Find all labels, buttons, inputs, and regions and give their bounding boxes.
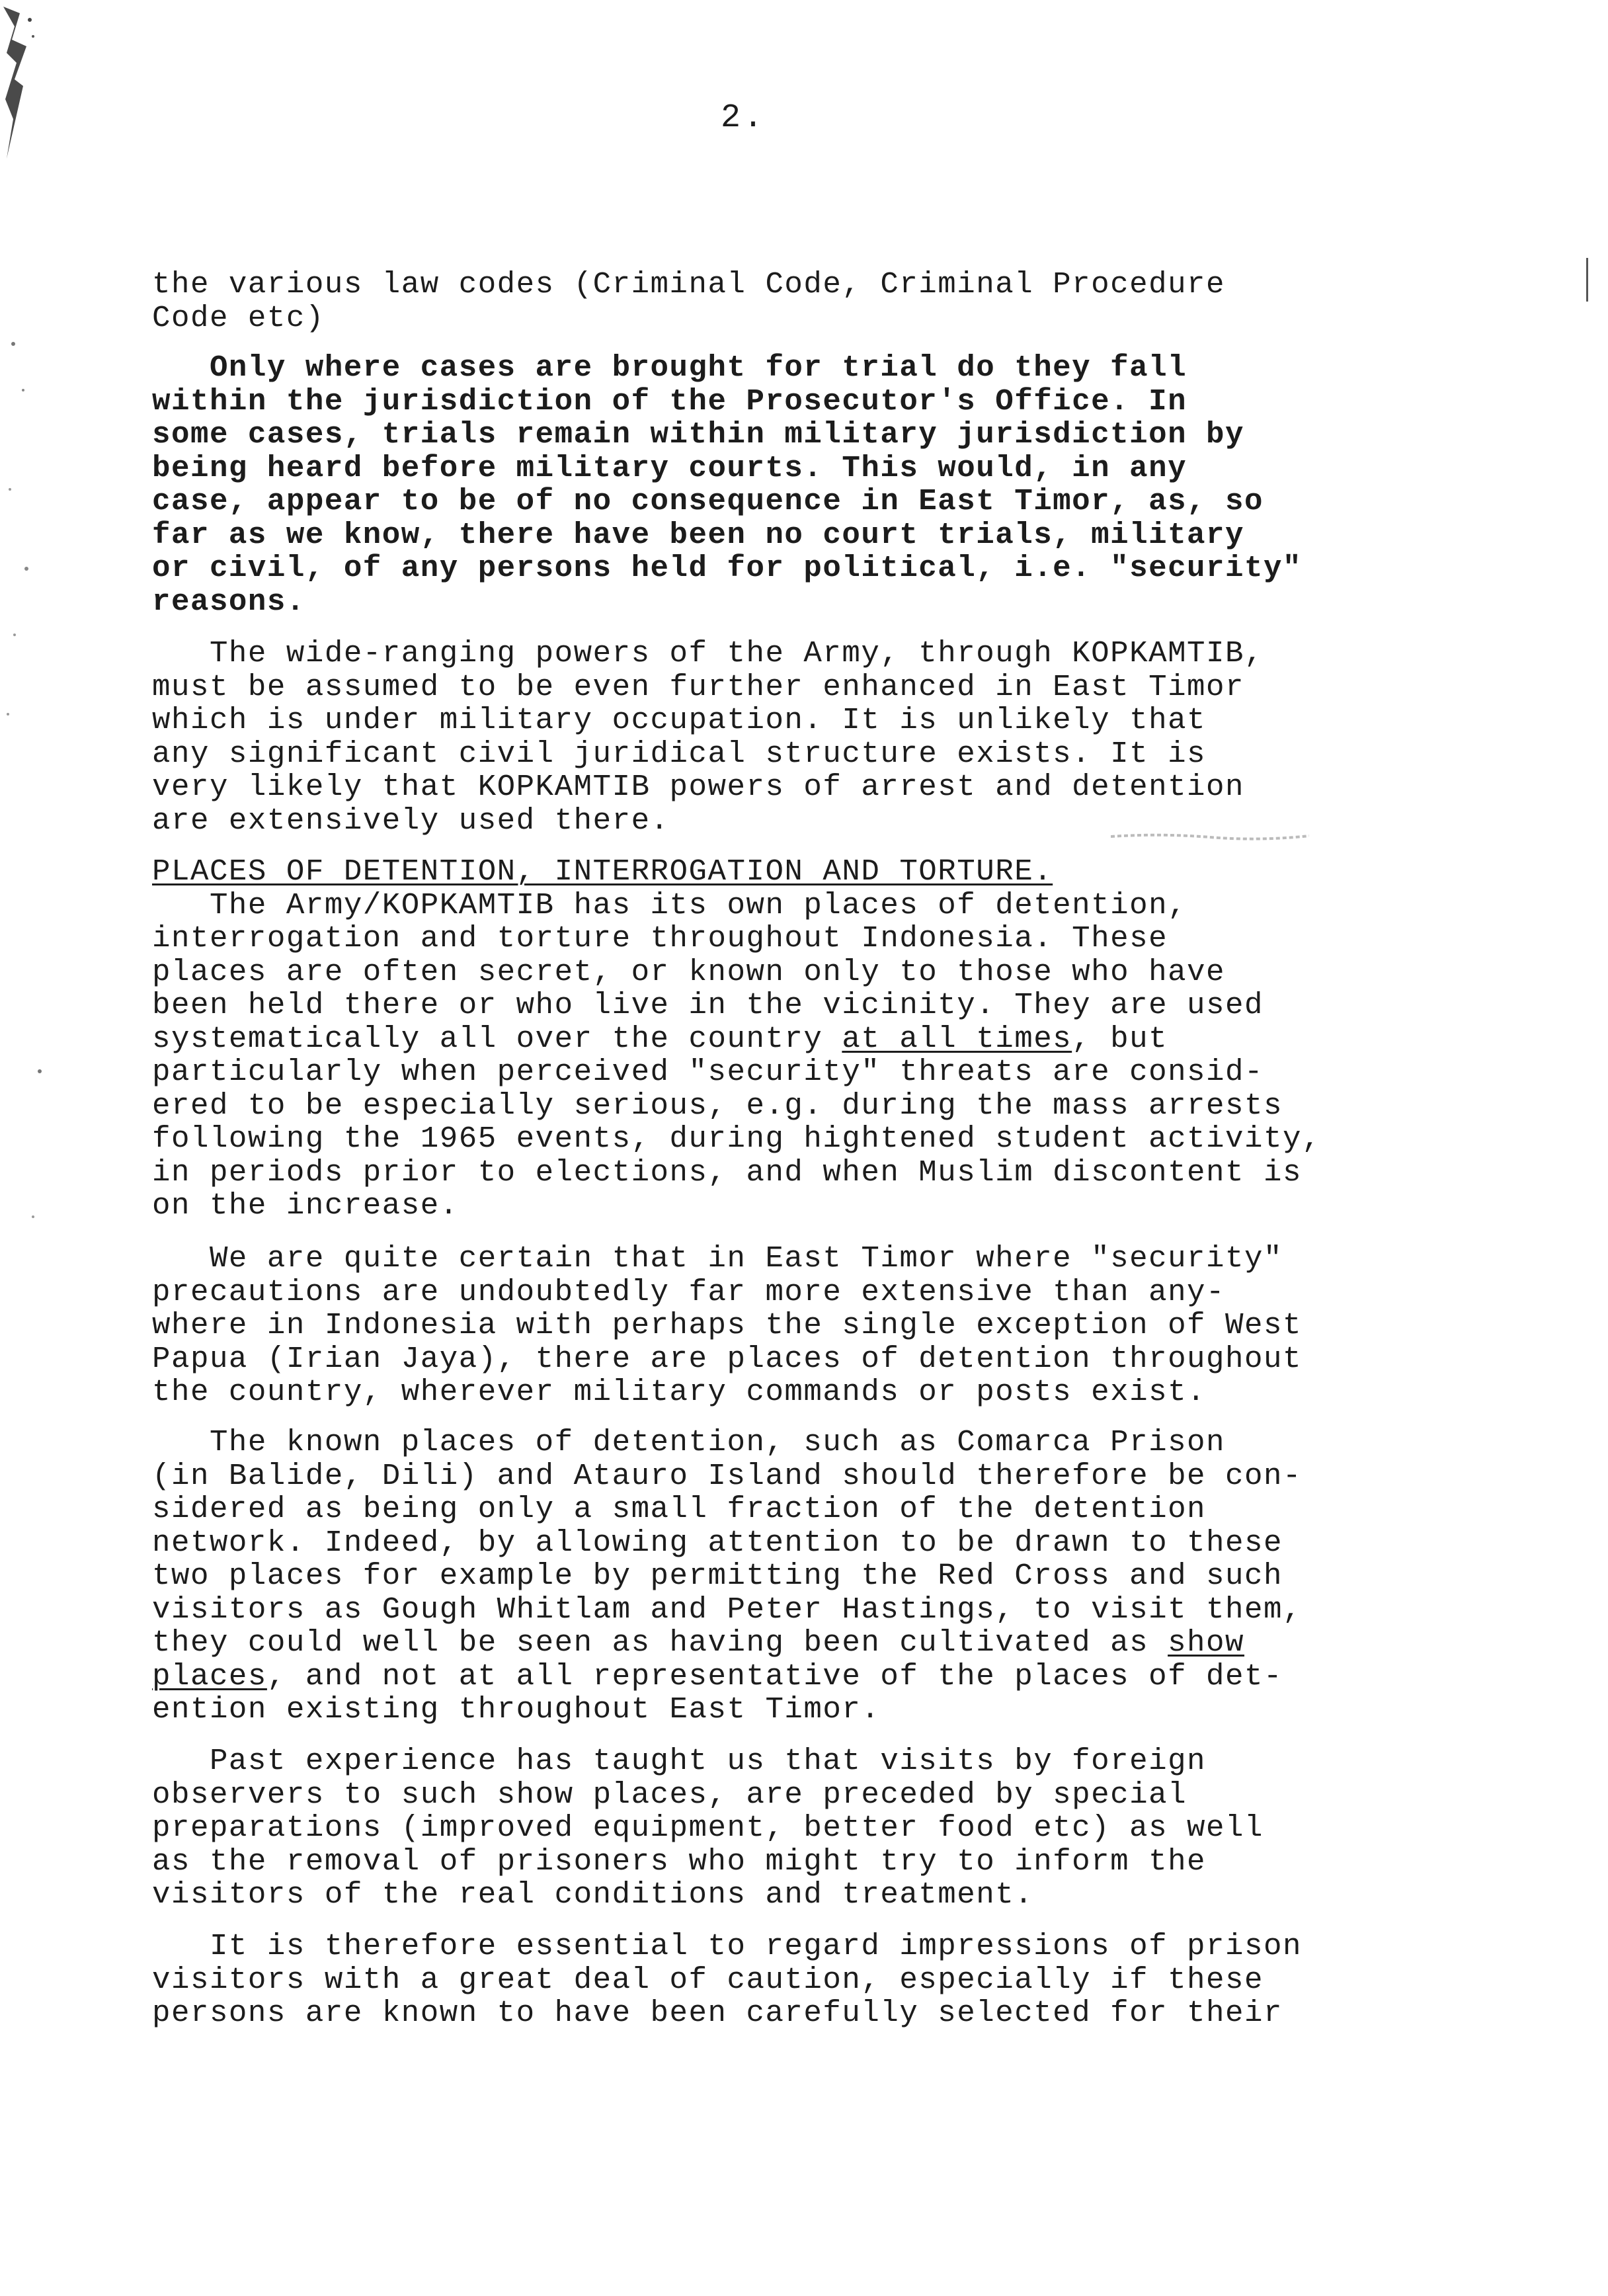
text-line: ention existing throughout East Timor. <box>152 1692 881 1727</box>
text-line: persons are known to have been carefully selected for their <box>152 1996 1283 2030</box>
paragraph-army-powers <box>152 637 1448 837</box>
text-line: places are often secret, or known only to those who have <box>152 954 1226 989</box>
underlined-phrase: at all times <box>842 1021 1072 1056</box>
paragraph-prosecutor-jurisdiction <box>152 351 1448 618</box>
text-line: network. Indeed, by allowing attention to be drawn to these <box>152 1525 1283 1560</box>
scan-edge-mark <box>1586 258 1588 302</box>
text-line: following the 1965 events, during hightened student activity, <box>152 1122 1321 1156</box>
text-line: visitors of the real conditions and treatment. <box>152 1877 1034 1912</box>
text-line: some cases, trials remain within military jurisdiction by <box>152 417 1245 452</box>
text-line: We are quite certain that in East Timor where "security" <box>152 1241 1283 1276</box>
text-line: being heard before military courts. This would, in any <box>152 450 1187 485</box>
scan-smudge-mark <box>0 0 40 172</box>
text-line: Code etc) <box>152 300 325 335</box>
text-line: the various law codes (Criminal Code, Criminal Procedure <box>152 267 1226 302</box>
text-line: any significant civil juridical structure exists. It is <box>152 736 1207 771</box>
text-line: been held there or who live in the vicinity. They are used <box>152 988 1264 1022</box>
text-line: or civil, of any persons held for political, i.e. "security" <box>152 551 1302 585</box>
text-line: interrogation and torture throughout Indonesia. These <box>152 921 1168 956</box>
text-line: case, appear to be of no consequence in East Timor, as, so <box>152 484 1264 518</box>
text-line: observers to such show places, are preceded by special <box>152 1777 1187 1812</box>
paragraph-law-codes <box>152 268 1448 335</box>
text-line: the country, wherever military commands or posts exist. <box>152 1375 1207 1409</box>
text-line: Only where cases are brought for trial do they fall <box>152 350 1187 385</box>
text-line: Past experience has taught us that visits by foreign <box>152 1744 1207 1778</box>
paragraph-east-timor-detention <box>152 1242 1448 1409</box>
paragraph-past-experience <box>152 1744 1448 1912</box>
text-line: reasons. <box>152 584 305 619</box>
text-line: visitors with a great deal of caution, especially if these <box>152 1962 1264 1997</box>
text-line: visitors as Gough Whitlam and Peter Hastings, to visit them, <box>152 1592 1302 1627</box>
text-line: within the jurisdiction of the Prosecutor's Office. In <box>152 384 1187 419</box>
text-line: which is under military occupation. It is unlikely that <box>152 703 1207 737</box>
text-line: precautions are undoubtedly far more extensive than any- <box>152 1274 1226 1309</box>
text-line: (in Balide, Dili) and Atauro Island should therefore be con- <box>152 1458 1302 1493</box>
paragraph-caution <box>152 1930 1448 2030</box>
text-line: sidered as being only a small fraction of the detention <box>152 1492 1207 1526</box>
text-line: It is therefore essential to regard impressions of prison <box>152 1929 1302 1963</box>
text-line: are extensively used there. <box>152 803 670 838</box>
text-line: as the removal of prisoners who might try to inform the <box>152 1844 1207 1879</box>
text-line: particularly when perceived "security" threats are consid- <box>152 1055 1264 1089</box>
text-line: in periods prior to elections, and when Muslim discontent is <box>152 1155 1302 1190</box>
text-line: must be assumed to be even further enhanced in East Timor <box>152 669 1245 704</box>
underlined-phrase: places <box>152 1659 267 1694</box>
text-line: preparations (improved equipment, better food etc) as well <box>152 1811 1264 1845</box>
text-line: , and not at all representative of the places of det- <box>266 1659 1283 1694</box>
text-line: The known places of detention, such as Comarca Prison <box>152 1425 1226 1459</box>
text-line: Papua (Irian Jaya), there are places of detention throughout <box>152 1341 1302 1376</box>
page-number: 2. <box>721 99 766 137</box>
text-line: very likely that KOPKAMTIB powers of arrest and detention <box>152 770 1245 804</box>
text-line: far as we know, there have been no court trials, military <box>152 517 1245 552</box>
text-line: , but <box>1072 1021 1168 1056</box>
text-line: on the increase. <box>152 1188 459 1223</box>
section-heading: PLACES OF DETENTION, INTERROGATION AND TORTURE. <box>152 854 1053 889</box>
text-line: two places for example by permitting the Red Cross and such <box>152 1559 1283 1593</box>
text-line: where in Indonesia with perhaps the single exception of West <box>152 1308 1302 1342</box>
section-places-of-detention <box>152 855 1448 1223</box>
text-line: ered to be especially serious, e.g. during the mass arrests <box>152 1088 1283 1123</box>
text-line: they could well be seen as having been cultivated as <box>152 1625 1168 1660</box>
scan-margin-specks <box>0 291 53 1349</box>
paragraph-known-places <box>152 1426 1448 1727</box>
text-line: The wide-ranging powers of the Army, through KOPKAMTIB, <box>152 636 1264 671</box>
text-line: systematically all over the country <box>152 1021 842 1056</box>
text-line: The Army/KOPKAMTIB has its own places of detention, <box>152 887 1187 922</box>
underlined-phrase: show <box>1168 1625 1245 1660</box>
